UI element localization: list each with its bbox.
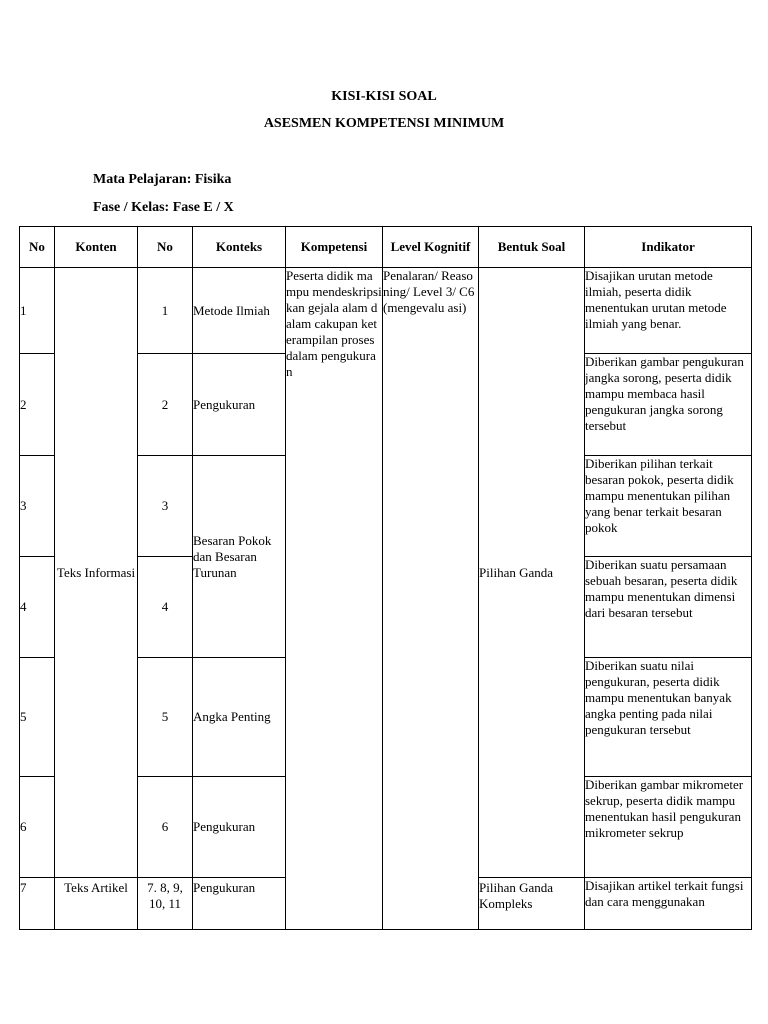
konten-cell: Teks Informasi — [55, 268, 138, 878]
bentuk-soal-cell: Pilihan Ganda — [479, 268, 585, 878]
konteks-cell: Besaran Pokok dan Besaran Turunan — [193, 456, 286, 658]
kisi-kisi-table — [19, 226, 752, 930]
indikator-cell: Disajikan artikel terkait fungsi dan cara menggunakan — [585, 878, 752, 930]
header-konten: Konten — [55, 227, 138, 268]
header-no: No — [20, 227, 55, 268]
table-header-row — [20, 227, 752, 268]
indikator-cell: Diberikan suatu nilai pengukuran, peserta didik mampu menentukan banyak angka penting pada nilai pengukuran tersebut — [585, 658, 752, 777]
row-no: 7 — [20, 878, 55, 930]
table-row — [20, 268, 752, 354]
header-bentuk-soal: Bentuk Soal — [479, 227, 585, 268]
indikator-cell: Diberikan suatu persamaan sebuah besaran, peserta didik mampu menentukan dimensi dari besaran tersebut — [585, 557, 752, 658]
header-kompetensi: Kompetensi — [286, 227, 383, 268]
indikator-cell: Disajikan urutan metode ilmiah, peserta didik menentukan urutan metode ilmiah yang benar. — [585, 268, 752, 354]
konteks-cell: Angka Penting — [193, 658, 286, 777]
konteks-cell: Metode Ilmiah — [193, 268, 286, 354]
row-no: 5 — [20, 658, 55, 777]
indikator-cell: Diberikan gambar pengukuran jangka sorong, peserta didik mampu membaca hasil pengukuran jangka sorong tersebut — [585, 354, 752, 456]
row-no: 1 — [20, 268, 55, 354]
row-no: 6 — [20, 777, 55, 878]
row-no-2: 3 — [138, 456, 193, 557]
row-no: 3 — [20, 456, 55, 557]
header-no-2: No — [138, 227, 193, 268]
indikator-cell: Diberikan gambar mikrometer sekrup, peserta didik mampu menentukan hasil pengukuran mikrometer sekrup — [585, 777, 752, 878]
row-no-2: 2 — [138, 354, 193, 456]
konten-cell: Teks Artikel — [55, 878, 138, 930]
row-no: 2 — [20, 354, 55, 456]
konteks-cell: Pengukuran — [193, 354, 286, 456]
phase-class-label: Fase / Kelas: Fase E / X — [93, 200, 234, 215]
row-no-2: 6 — [138, 777, 193, 878]
subject-label: Mata Pelajaran: Fisika — [93, 172, 232, 187]
document-title: KISI-KISI SOAL — [331, 89, 437, 104]
document-subtitle: ASESMEN KOMPETENSI MINIMUM — [263, 116, 505, 131]
kompetensi-cell: Peserta didik mampu mendeskripsi kan gejala alam dalam cakupan keterampilan proses dalam pengukuran — [286, 268, 383, 930]
row-no-2: 5 — [138, 658, 193, 777]
level-kognitif-cell: Penalaran/ Reasoning/ Level 3/ C6 (mengevalu asi) — [383, 268, 479, 930]
header-level-kognitif: Level Kognitif — [383, 227, 479, 268]
header-indikator: Indikator — [585, 227, 752, 268]
row-no-2: 4 — [138, 557, 193, 658]
indikator-cell: Diberikan pilihan terkait besaran pokok, peserta didik mampu menentukan pilihan yang benar terkait besaran pokok — [585, 456, 752, 557]
row-no: 4 — [20, 557, 55, 658]
konteks-cell: Pengukuran — [193, 878, 286, 930]
header-konteks: Konteks — [193, 227, 286, 268]
konteks-cell: Pengukuran — [193, 777, 286, 878]
row-no-2: 1 — [138, 268, 193, 354]
bentuk-soal-cell: Pilihan Ganda Kompleks — [479, 878, 585, 930]
row-no-2: 7. 8, 9, 10, 11 — [138, 878, 193, 930]
